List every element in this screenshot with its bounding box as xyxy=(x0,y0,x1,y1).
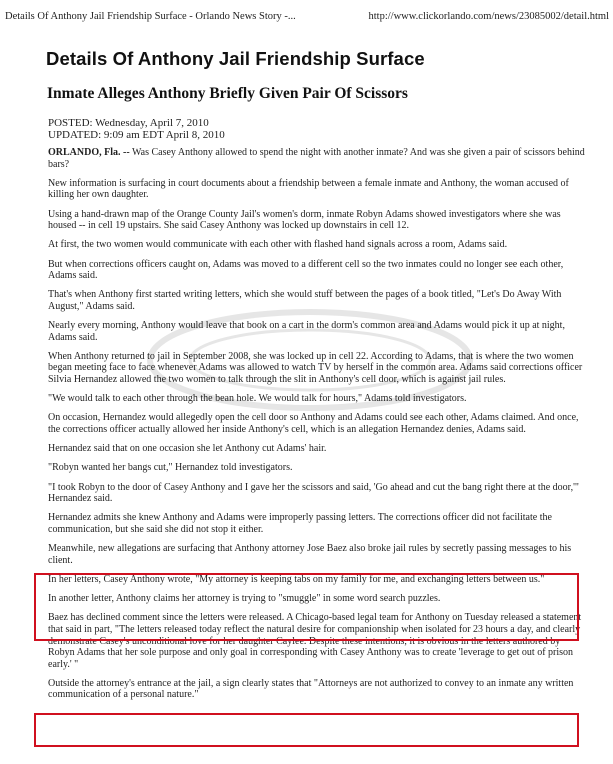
paragraph: New information is surfacing in court documents about a friendship between a female inmate and Anthony, the woman accused of killing her own daughter. xyxy=(48,177,569,201)
page-label: Details Of Anthony Jail Friendship Surface - Orlando News Story -... xyxy=(5,11,296,22)
paragraph: "I took Robyn to the door of Casey Anthony and I gave her the scissors and said, 'Go ahead and cut the bang right there at the door,'" Hernandez said. xyxy=(48,481,579,505)
paragraph: "Robyn wanted her bangs cut," Hernandez told investigators. xyxy=(48,462,293,474)
updated-date: UPDATED: 9:09 am EDT April 8, 2010 xyxy=(48,129,225,141)
posted-date: POSTED: Wednesday, April 7, 2010 xyxy=(48,117,209,129)
paragraph-highlighted: Outside the attorney's entrance at the jail, a sign clearly states that "Attorneys are not authorized to convey to an inmate any written communication of a personal nature." xyxy=(48,677,574,701)
paragraph: Baez has declined comment since the letters were released. A Chicago-based legal team for Anthony on Tuesday released a statement that said in part, "The letters released today reflect the natural desire for companionship when isolated for 23 hours a day, and clearly demonstrate Casey's unconditional love for her daughter Caylee. Despite these intentions, it is obvious in the letters authored by Robyn Adams that her sole purpose and only goal in corresponding with Casey Anthony was to create 'leverage to get out of prison early.' " xyxy=(48,612,582,670)
highlight-box-attorney-sign xyxy=(34,713,579,747)
paragraph-lead xyxy=(48,147,588,170)
highlight-box-attorney-messages xyxy=(34,573,579,641)
paragraph: Hernandez said that on one occasion she let Anthony cut Adams' hair. xyxy=(48,443,327,455)
article-dates xyxy=(48,117,225,141)
paragraph: That's when Anthony first started writing letters, which she would stuff between the pages of a book titled, "Let's Do Away With August," Adams said. xyxy=(48,289,562,312)
paragraph-highlighted: Meanwhile, new allegations are surfacing that Anthony attorney Jose Baez also broke jail rules by secretly passing messages to his client. xyxy=(48,543,572,566)
dateline: ORLANDO, Fla. -- xyxy=(48,147,130,158)
paragraph-text: Was Casey Anthony allowed to spend the night with another inmate? And was she given a pair of scissors behind bars? xyxy=(48,147,585,170)
page-url: http://www.clickorlando.com/news/23085002/detail.html xyxy=(368,11,609,22)
print-header xyxy=(0,0,613,30)
paragraph: But when corrections officers caught on, Adams was moved to a different cell so the two inmates could no longer see each other, Adams said. xyxy=(48,258,564,282)
paragraph-highlighted: In another letter, Anthony claims her attorney is trying to "smuggle" in some word search puzzles. xyxy=(48,593,441,605)
paragraph-highlighted: In her letters, Casey Anthony wrote, "My attorney is keeping tabs on my family for me, and exchanging letters between us." xyxy=(48,573,545,585)
article-subtitle: Inmate Alleges Anthony Briefly Given Pair Of Scissors xyxy=(47,85,408,102)
paragraph: "We would talk to each other through the bean hole. We would talk for hours," Adams told investigators. xyxy=(48,393,467,405)
article-title: Details Of Anthony Jail Friendship Surface xyxy=(46,48,425,69)
paragraph: Nearly every morning, Anthony would leave that book on a cart in the dorm's common area and Adams would pick it up at night, Adams said. xyxy=(48,320,565,343)
paragraph: Hernandez admits she knew Anthony and Adams were improperly passing letters. The corrections officer did not facilitate the communication, but she said she did not stop it either. xyxy=(48,512,552,535)
paragraph: On occasion, Hernandez would allegedly open the cell door so Anthony and Adams could see each other, Adams claimed. And once, the corrections officer actually allowed her inside Anthony's cell, which is an allegation Hernandez denies, Adams said. xyxy=(48,412,579,436)
paragraph: At first, the two women would communicate with each other with flashed hand signals across a room, Adams said. xyxy=(48,239,508,251)
paragraph: Using a hand-drawn map of the Orange County Jail's women's dorm, inmate Robyn Adams showed investigators where she was housed -- in cell 19 upstairs. She said Casey Anthony was locked up downstairs in cell 12. xyxy=(48,208,561,232)
paragraph: When Anthony returned to jail in September 2008, she was locked up in cell 22. According to Adams, that is where the two women began meeting face to face whenever Adams was allowed to watch TV by herself in the common area. Adams said corrections officer Silvia Hernandez allowed the two women to talk through the slit in Anthony's cell door, which is against jail rules. xyxy=(48,350,583,386)
